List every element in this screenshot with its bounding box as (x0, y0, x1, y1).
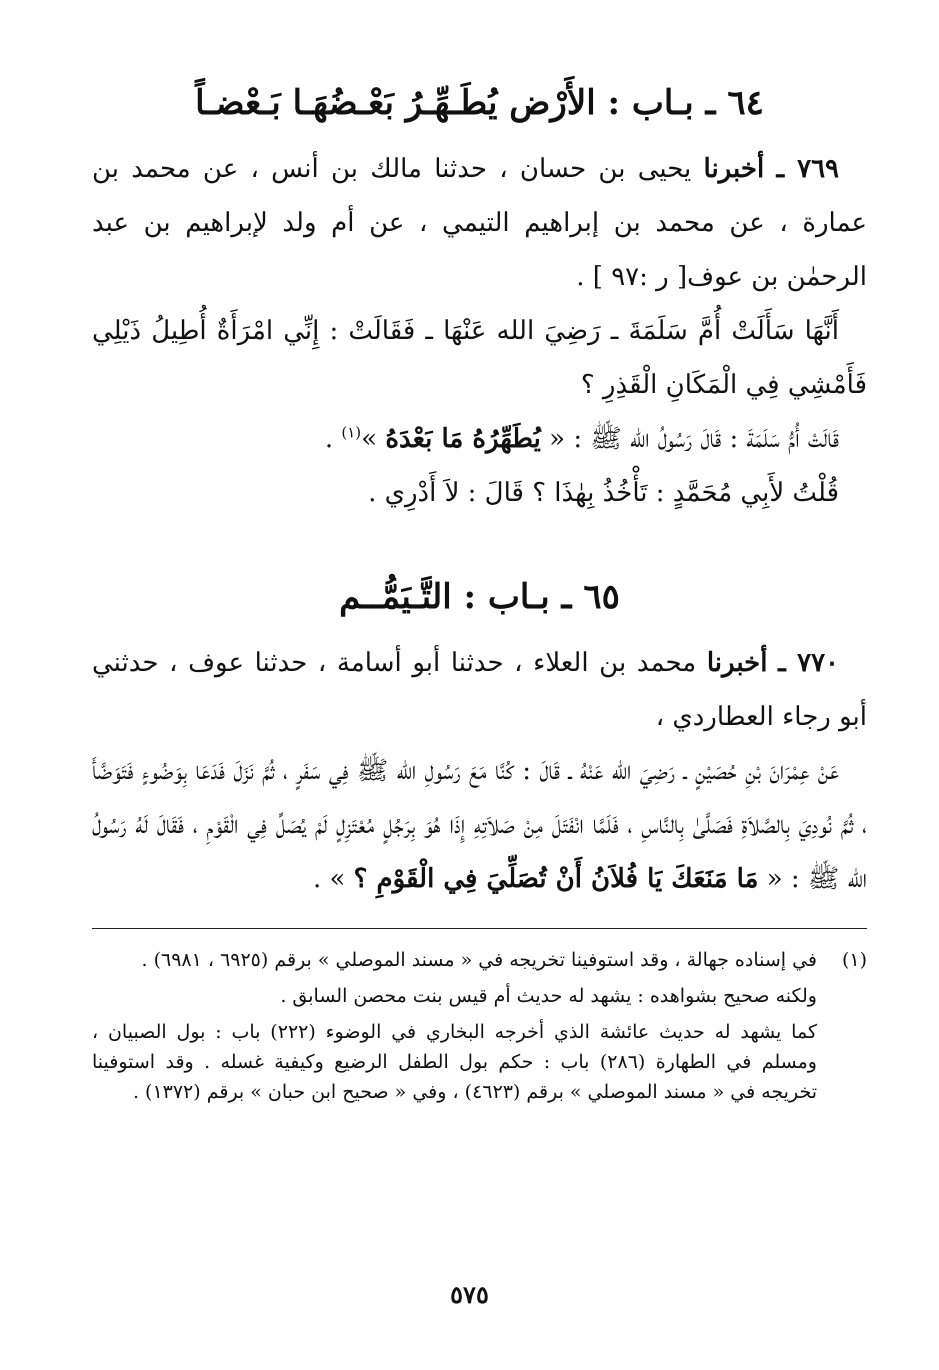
matn-2-before: قَالَتْ أُمُّ سَلَمَةَ : قَالَ رَسُولُ الله ﷺ : « (549, 424, 839, 454)
footnote-number: (١) (841, 949, 867, 971)
matn-prophetic-text: مَا مَنَعَكَ يَا فُلاَنُ أَنْ تُصَلِّيَ فِي الْقَوْمِ ؟ (353, 864, 759, 894)
hadith-770-isnad (92, 636, 867, 744)
isnad-text: محمد بن العلاء ، حدثنا أبو أسامة ، حدثنا عوف ، حدثني أبو رجاء العطاردي ، (92, 648, 867, 732)
footnote-ref[interactable]: (١) (341, 423, 362, 442)
matn-before: عَنْ عِمْرَانَ بْنِ حُصَيْنٍ ـ رَضِيَ الله عَنْهُ ـ قَالَ : كُنَّا مَعَ رَسُولِ الله ﷺ فِي سَفَرٍ ، ثُمَّ نَزَلَ فَدَعَا بِوَضُوءٍ فَتَوَضَّأَ ، ثُمَّ نُودِيَ بِالصَّلاَةِ فَصَلَّىٰ بِالنَّاسِ ، فَلَمَّا انْفَتَلَ مِنْ صَلاَتِهِ إِذَا هُوَ بِرَجُلٍ مُعْتَزِلٍ لَمْ يُصَلِّ فِي الْقَوْمِ ، فَقَالَ لَهُ رَسُولُ الله ﷺ : « (92, 756, 867, 894)
hadith-769-matn-3: قُلْتُ لأَبِي مُحَمَّدٍ : تَأْخُذُ بِهٰذَا ؟ قَالَ : لاَ أَدْرِي . (368, 478, 839, 508)
page-body (92, 78, 867, 1113)
footnote-1-cont-1 (92, 981, 867, 1011)
isnad-text: يحيى بن حسان ، حدثنا مالك بن أنس ، عن محمد بن عمارة ، عن محمد بن إبراهيم التيمي ، عن أم ولد لإبراهيم بن عبد الرحمٰن بن عوف[ ر :٩٧ ] . (92, 154, 867, 292)
footnote-text: في إسناده جهالة ، وقد استوفينا تخريجه في « مسند الموصلي » برقم (٦٩٢٥ ، ٦٩٨١) . (141, 949, 817, 971)
matn-2-end: . (324, 424, 334, 454)
page-number: ٥٧٥ (450, 1280, 489, 1309)
footnote-1 (92, 945, 867, 975)
matn-after: » . (312, 864, 346, 894)
hadith-769-isnad (92, 142, 867, 304)
hadith-number: ٧٦٩ ـ (776, 154, 840, 184)
matn-2-prophetic-text: يُطَهِّرُهُ مَا بَعْدَهُ (385, 424, 541, 454)
chapter-title-64: ٦٤ ـ بـاب : الأَرْض يُطَـهِّـرُ بَعْـضُهَـا بَـعْضـاً (195, 83, 764, 123)
footnote-text: ولكنه صحيح بشواهده : يشهد له حديث أم قيس بنت محصن السابق . (280, 985, 817, 1007)
hadith-number: ٧٧٠ ـ (778, 648, 840, 678)
matn-2-after: » (361, 424, 378, 454)
hadith-769-matn-2 (92, 412, 867, 466)
footnote-divider (92, 928, 867, 929)
hadith-770-matn (92, 744, 867, 906)
hadith-lead: أخبرنا (703, 154, 765, 184)
chapter-title-65: ٦٥ ـ بـاب : التَّـيَمُّــم (339, 577, 620, 617)
hadith-769-matn-1: أَنَّهَا سَأَلَتْ أُمَّ سَلَمَةَ ـ رَضِيَ الله عَنْهَا ـ فَقَالَتْ : إِنِّي امْرَأَةٌ أُطِيلُ ذَيْلِي فَأَمْشِي فِي الْمَكَانِ الْقَذِرِ ؟ (92, 316, 867, 400)
hadith-lead: أخبرنا (706, 648, 768, 678)
footnote-1-cont-2 (92, 1017, 867, 1107)
footnote-text: كما يشهد له حديث عائشة الذي أخرجه البخاري في الوضوء (٢٢٢) باب : بول الصبيان ، ومسلم في الطهارة (٢٨٦) باب : حكم بول الطفل الرضيع وكيفية غسله . وقد استوفينا تخريجه في « مسند الموصلي » برقم (٤٦٢٣) ، وفي « صحيح ابن حبان » برقم (١٣٧٢) . (92, 1021, 817, 1103)
